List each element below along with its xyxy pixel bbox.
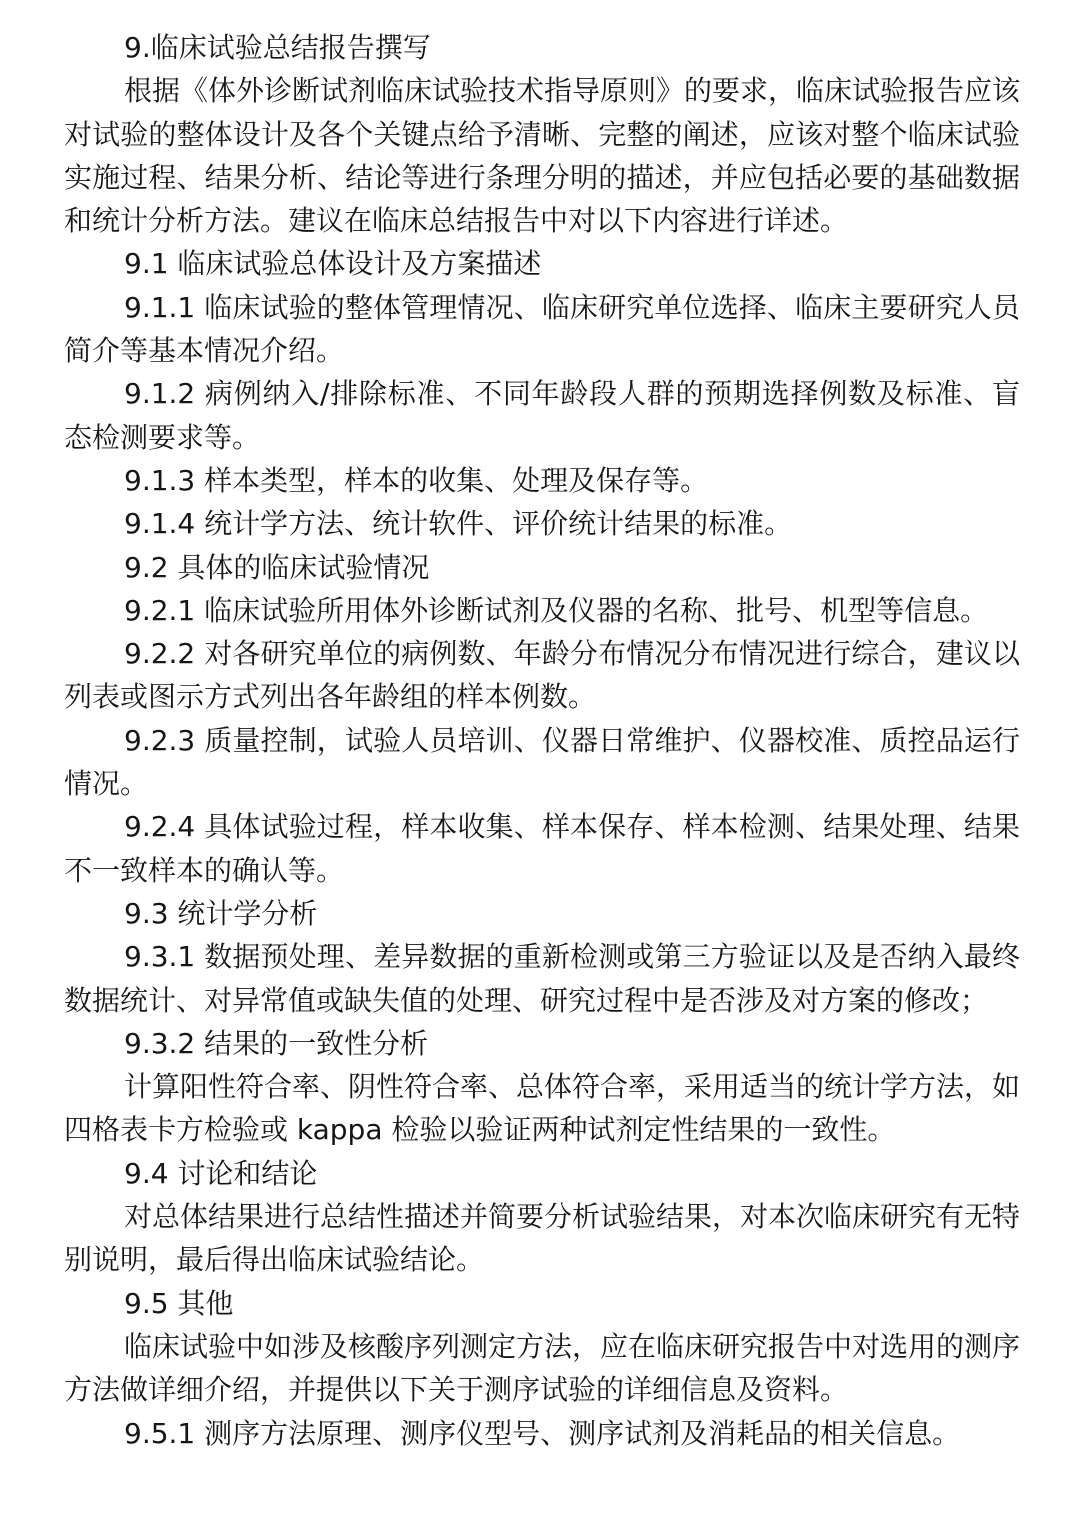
section-heading-9-3-2: 9.3.2 结果的一致性分析 <box>124 1026 429 1060</box>
paragraph-9-1-3: 9.1.3 样本类型，样本的收集、处理及保存等。 <box>124 463 709 497</box>
section-heading-9-2: 9.2 具体的临床试验情况 <box>124 550 430 584</box>
document-page <box>64 26 1020 1455</box>
paragraph-9-2-4: 9.2.4 具体试验过程，样本收集、样本保存、样本检测、结果处理、结果不一致样本的确认等。 <box>64 810 1020 887</box>
section-heading-9-1: 9.1 临床试验总体设计及方案描述 <box>124 247 542 281</box>
paragraph-9-3-2-body: 计算阳性符合率、阴性符合率、总体符合率，采用适当的统计学方法，如四格表卡方检验或 kappa 检验以验证两种试剂定性结果的一致性。 <box>64 1070 1021 1147</box>
section-heading-9-4: 9.4 讨论和结论 <box>124 1156 318 1190</box>
section-heading-9-3: 9.3 统计学分析 <box>124 896 318 930</box>
paragraph-9-5-body: 临床试验中如涉及核酸序列测定方法，应在临床研究报告中对选用的测序方法做详细介绍，并提供以下关于测序试验的详细信息及资料。 <box>64 1329 1021 1407</box>
paragraph-9-1-1: 9.1.1 临床试验的整体管理情况、临床研究单位选择、临床主要研究人员简介等基本情况介绍。 <box>64 290 1020 368</box>
section-heading-9-5: 9.5 其他 <box>124 1286 234 1320</box>
section-heading-9: 9.临床试验总结报告撰写 <box>124 31 431 64</box>
paragraph-9-1-4: 9.1.4 统计学方法、统计软件、评价统计结果的标准。 <box>124 507 793 541</box>
paragraph-9-1-2: 9.1.2 病例纳入/排除标准、不同年龄段人群的预期选择例数及标准、盲态检测要求等。 <box>64 377 1020 454</box>
paragraph-9-3-1: 9.3.1 数据预处理、差异数据的重新检测或第三方验证以及是否纳入最终数据统计、对异常值或缺失值的处理、研究过程中是否涉及对方案的修改； <box>64 940 1020 1017</box>
paragraph-9-5-1: 9.5.1 测序方法原理、测序仪型号、测序试剂及消耗品的相关信息。 <box>124 1416 961 1450</box>
paragraph-9-2-2: 9.2.2 对各研究单位的病例数、年龄分布情况分布情况进行综合，建议以列表或图示方式列出各年龄组的样本例数。 <box>64 637 1020 714</box>
intro-paragraph: 根据《体外诊断试剂临床试验技术指导原则》的要求，临床试验报告应该对试验的整体设计及各个关键点给予清晰、完整的阐述，应该对整个临床试验实施过程、结果分析、结论等进行条理分明的描述，并应包括必要的基础数据和统计分析方法。建议在临床总结报告中对以下内容进行详述。 <box>64 74 1021 238</box>
paragraph-9-2-3: 9.2.3 质量控制，试验人员培训、仪器日常维护、仪器校准、质控品运行情况。 <box>64 723 1020 801</box>
paragraph-9-4-body: 对总体结果进行总结性描述并简要分析试验结果，对本次临床研究有无特别说明，最后得出临床试验结论。 <box>64 1200 1021 1277</box>
paragraph-9-2-1: 9.2.1 临床试验所用体外诊断试剂及仪器的名称、批号、机型等信息。 <box>124 593 989 627</box>
